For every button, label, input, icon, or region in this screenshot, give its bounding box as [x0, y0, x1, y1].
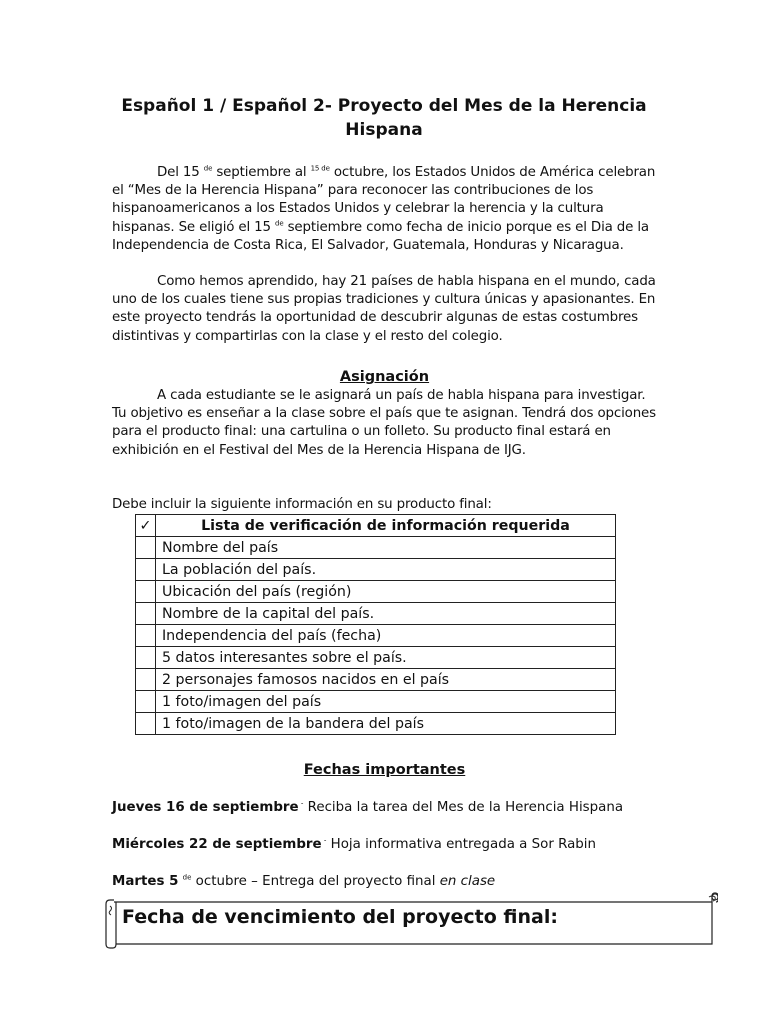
checklist-item: La población del país.: [156, 559, 616, 581]
table-row: [136, 559, 616, 581]
check-cell[interactable]: [136, 669, 156, 691]
include-line: Debe incluir la siguiente información en su producto final:: [112, 497, 492, 512]
checklist-item: 1 foto/imagen de la bandera del país: [156, 713, 616, 735]
date-line-1: [112, 799, 672, 817]
checklist-table: [135, 514, 616, 735]
checklist-header-cell: Lista de verificación de información requerida: [156, 515, 616, 537]
assignment-text: A cada estudiante se le asignará un país de habla hispana para investigar. Tu objetivo es enseñar a la clase sobre el país que te asignan. Tendrá dos opciones para el producto final: una cartulina o un folleto. Su producto final estará en exhibición en el Festival del Mes de la Herencia Hispana de IJG.: [112, 388, 656, 458]
intro-paragraph-2: [112, 273, 657, 346]
date-2-mark: -: [321, 836, 327, 845]
check-header-cell: ✓: [136, 515, 156, 537]
checklist-item: Nombre del país: [156, 537, 616, 559]
check-cell[interactable]: [136, 581, 156, 603]
date-3-label: Martes 5: [112, 874, 179, 889]
checklist-item: 1 foto/imagen del país: [156, 691, 616, 713]
banner-text: Fecha de vencimiento del proyecto final:: [122, 906, 558, 928]
table-row: [136, 581, 616, 603]
date-3-text: octubre – Entrega del proyecto final: [191, 874, 440, 889]
checklist-item: Nombre de la capital del país.: [156, 603, 616, 625]
intro-paragraph-1: [112, 164, 657, 255]
date-3-superscript: de: [182, 873, 192, 882]
assignment-heading: Asignación: [339, 369, 430, 385]
date-2-label: Miércoles 22 de septiembre: [112, 837, 322, 852]
intro-paragraph-2-text: Como hemos aprendido, hay 21 países de habla hispana en el mundo, cada uno de los cuales tiene sus propias tradiciones y cultura únicas y apasionantes. En este proyecto tendrás la oportunidad de descubrir algunas de estas costumbres distintivas y compartirlas con la clase y el resto del colegio.: [112, 274, 656, 344]
intro-text-part-3: octubre, los Estados Unidos de América celebran el “Mes de la Herencia Hispana” para reconocer las contribuciones de los hispanoamericanos a los Estados Unidos y celebrar la herencia y la cultura hispanas. Se eligió el 15: [112, 165, 656, 235]
check-cell[interactable]: [136, 559, 156, 581]
date-1-text: Reciba la tarea del Mes de la Herencia Hispana: [303, 800, 624, 815]
table-row: [136, 691, 616, 713]
intro-text-part-4: septiembre como fecha de inicio porque es el Dia de la Independencia de Costa Rica, El Salvador, Guatemala, Honduras y Nicaragua.: [112, 219, 649, 253]
intro-superscript-1: de: [203, 164, 213, 173]
date-line-2: [112, 836, 672, 854]
intro-text-part-1: Del 15: [157, 165, 204, 180]
table-row: [136, 647, 616, 669]
table-row: [136, 603, 616, 625]
table-row: [136, 625, 616, 647]
checklist-header-row: [136, 515, 616, 537]
table-row: [136, 669, 616, 691]
checklist-item: Ubicación del país (región): [156, 581, 616, 603]
check-cell[interactable]: [136, 713, 156, 735]
table-row: [136, 713, 616, 735]
table-row: [136, 537, 616, 559]
date-1-label: Jueves 16 de septiembre: [112, 800, 299, 815]
dates-heading: Fechas importantes: [303, 762, 466, 778]
check-cell[interactable]: [136, 603, 156, 625]
check-cell[interactable]: [136, 691, 156, 713]
date-1-mark: -: [298, 799, 304, 808]
check-cell[interactable]: [136, 647, 156, 669]
check-cell[interactable]: [136, 625, 156, 647]
due-date-banner: [104, 892, 718, 950]
date-3-italic: en clase: [439, 874, 496, 889]
assignment-paragraph: [112, 387, 657, 460]
intro-superscript-2: 15 de: [310, 164, 330, 173]
page-title: Español 1 / Español 2- Proyecto del Mes de la Herencia Hispana: [121, 96, 647, 140]
intro-text-part-2: septiembre al: [212, 165, 311, 180]
intro-superscript-3: de: [275, 219, 284, 228]
checklist-item: 5 datos interesantes sobre el país.: [156, 647, 616, 669]
check-cell[interactable]: [136, 537, 156, 559]
date-2-text: Hoja informativa entregada a Sor Rabin: [326, 837, 596, 852]
checklist-item: Independencia del país (fecha): [156, 625, 616, 647]
checklist-item: 2 personajes famosos nacidos en el país: [156, 669, 616, 691]
date-line-3: [112, 873, 672, 891]
